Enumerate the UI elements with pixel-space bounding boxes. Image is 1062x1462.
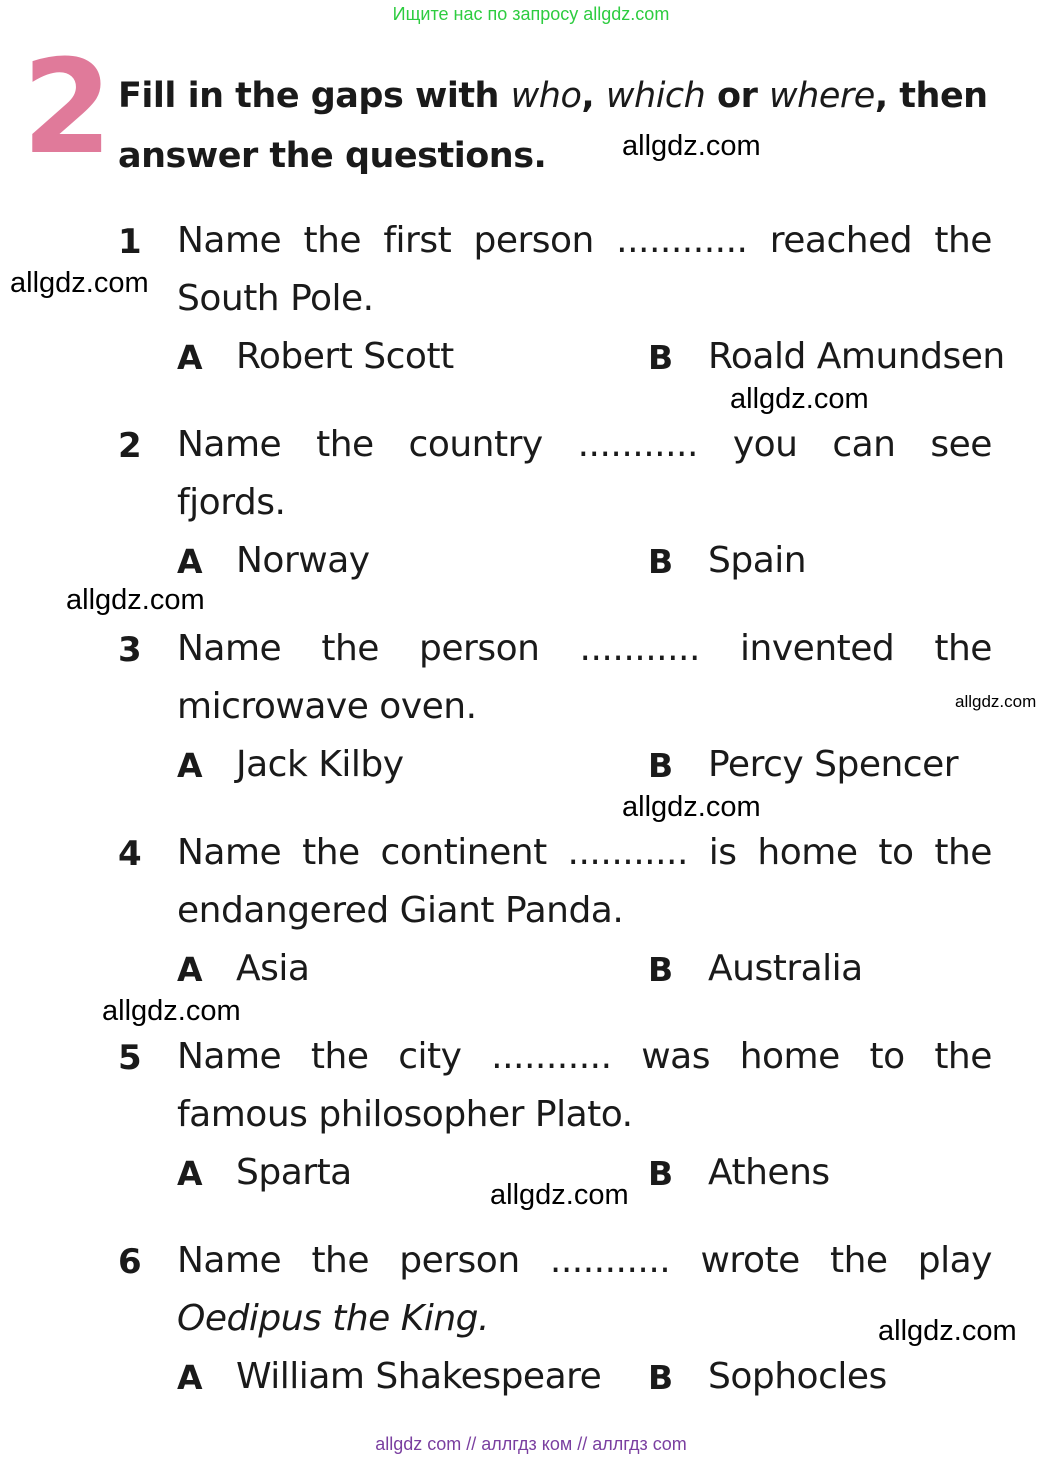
watermark: allgdz.com xyxy=(955,692,1037,711)
answer-gap: ........... xyxy=(549,1240,671,1281)
question-text-continuation: microwave oven. xyxy=(177,686,477,727)
question-word: the xyxy=(321,628,379,669)
question-word: Name xyxy=(177,1240,282,1281)
question-text-line xyxy=(177,1036,992,1078)
question-word: the xyxy=(829,1240,888,1281)
question-word: the xyxy=(934,832,992,873)
question-word: the xyxy=(934,628,992,669)
question-text-line xyxy=(177,628,992,670)
option-b-text: Athens xyxy=(708,1152,830,1193)
instruction-line-1: Fill in the gaps with who, which or where, then xyxy=(118,76,988,116)
option-b-letter: B xyxy=(648,1358,674,1397)
question-word: can xyxy=(832,424,896,465)
word-who: who xyxy=(510,76,582,116)
question-word: Name xyxy=(177,832,282,873)
option-b-letter: B xyxy=(648,1154,674,1193)
question-word: home xyxy=(739,1036,840,1077)
question-word: the xyxy=(934,1036,992,1077)
option-a-text: Jack Kilby xyxy=(236,744,404,785)
option-b-letter: B xyxy=(648,542,674,581)
option-a-text: Norway xyxy=(236,540,370,581)
task-number: 2 xyxy=(22,31,113,183)
question-text-line xyxy=(177,832,992,874)
play-title: Oedipus the King. xyxy=(177,1298,489,1339)
question-text-continuation: South Pole. xyxy=(177,278,374,319)
watermark: allgdz.com xyxy=(622,130,761,162)
question-text-line xyxy=(177,1240,992,1282)
option-b-letter: B xyxy=(648,950,674,989)
watermark: allgdz.com xyxy=(66,584,205,616)
question-word: Name xyxy=(177,628,282,669)
question-word: see xyxy=(930,424,992,465)
option-a-text: Asia xyxy=(236,948,310,989)
question-word: Name xyxy=(177,220,282,261)
question-text-continuation: fjords. xyxy=(177,482,286,523)
footer-links: allgdz com // аллгдз ком // аллгдз com xyxy=(375,1434,687,1454)
question-text-line xyxy=(177,424,992,466)
option-a-letter: A xyxy=(177,746,203,785)
option-a-letter: A xyxy=(177,542,203,581)
question-word: to xyxy=(869,1036,905,1077)
watermark: allgdz.com xyxy=(102,995,241,1027)
question-word: is xyxy=(708,832,737,873)
question-word: reached xyxy=(769,220,913,261)
option-a-text: Robert Scott xyxy=(236,336,454,377)
question-word: was xyxy=(641,1036,710,1077)
question-word: to xyxy=(878,832,914,873)
top-banner: Ищите нас по запросу allgdz.com xyxy=(392,4,670,24)
option-b-text: Spain xyxy=(708,540,807,581)
question-number: 3 xyxy=(118,630,142,670)
answer-gap: ........... xyxy=(579,628,700,669)
question-word: the xyxy=(316,424,374,465)
watermark: allgdz.com xyxy=(730,383,869,415)
question-word: first xyxy=(383,220,452,261)
question-text-continuation: famous philosopher Plato. xyxy=(177,1094,633,1135)
question-word: the xyxy=(303,220,362,261)
question-number: 6 xyxy=(118,1242,142,1282)
question-word: home xyxy=(757,832,858,873)
question-word: person xyxy=(419,628,540,669)
option-b-letter: B xyxy=(648,338,674,377)
question-word: person xyxy=(399,1240,520,1281)
question-text-continuation xyxy=(177,1298,489,1340)
watermark: allgdz.com xyxy=(490,1179,629,1211)
question-number: 1 xyxy=(118,222,142,262)
question-word: the xyxy=(310,1036,369,1077)
watermark: allgdz.com xyxy=(622,791,761,823)
watermark: allgdz.com xyxy=(878,1315,1017,1347)
word-which: which xyxy=(605,76,706,116)
instruction-heading xyxy=(118,66,1018,186)
option-a-text: Sparta xyxy=(236,1152,352,1193)
question-word: continent xyxy=(380,832,547,873)
option-a-letter: A xyxy=(177,950,203,989)
question-word: play xyxy=(917,1240,992,1281)
watermark: allgdz.com xyxy=(10,267,149,299)
question-word: you xyxy=(732,424,798,465)
instruction-line-2: answer the questions. xyxy=(118,136,547,176)
question-word: Name xyxy=(177,424,282,465)
question-word: the xyxy=(302,832,360,873)
question-text-continuation: endangered Giant Panda. xyxy=(177,890,624,931)
answer-gap: ........... xyxy=(491,1036,612,1077)
question-word: city xyxy=(398,1036,462,1077)
question-word: the xyxy=(311,1240,370,1281)
question-word: the xyxy=(934,220,992,261)
question-number: 4 xyxy=(118,834,142,874)
question-number: 5 xyxy=(118,1038,142,1078)
word-where: where xyxy=(769,76,875,116)
question-word: person xyxy=(473,220,594,261)
option-a-letter: A xyxy=(177,338,203,377)
option-a-text: William Shakespeare xyxy=(236,1356,602,1397)
answer-gap: ........... xyxy=(567,832,688,873)
question-text-line xyxy=(177,220,992,262)
question-number: 2 xyxy=(118,426,142,466)
option-b-text: Australia xyxy=(708,948,863,989)
option-b-text: Percy Spencer xyxy=(708,744,959,785)
question-word: Name xyxy=(177,1036,282,1077)
question-word: wrote xyxy=(700,1240,800,1281)
option-b-text: Roald Amundsen xyxy=(708,336,1005,377)
option-a-letter: A xyxy=(177,1358,203,1397)
answer-gap: ........... xyxy=(577,424,698,465)
question-word: invented xyxy=(740,628,895,669)
option-b-text: Sophocles xyxy=(708,1356,887,1397)
option-b-letter: B xyxy=(648,746,674,785)
option-a-letter: A xyxy=(177,1154,203,1193)
answer-gap: ............ xyxy=(616,220,748,261)
question-word: country xyxy=(408,424,543,465)
